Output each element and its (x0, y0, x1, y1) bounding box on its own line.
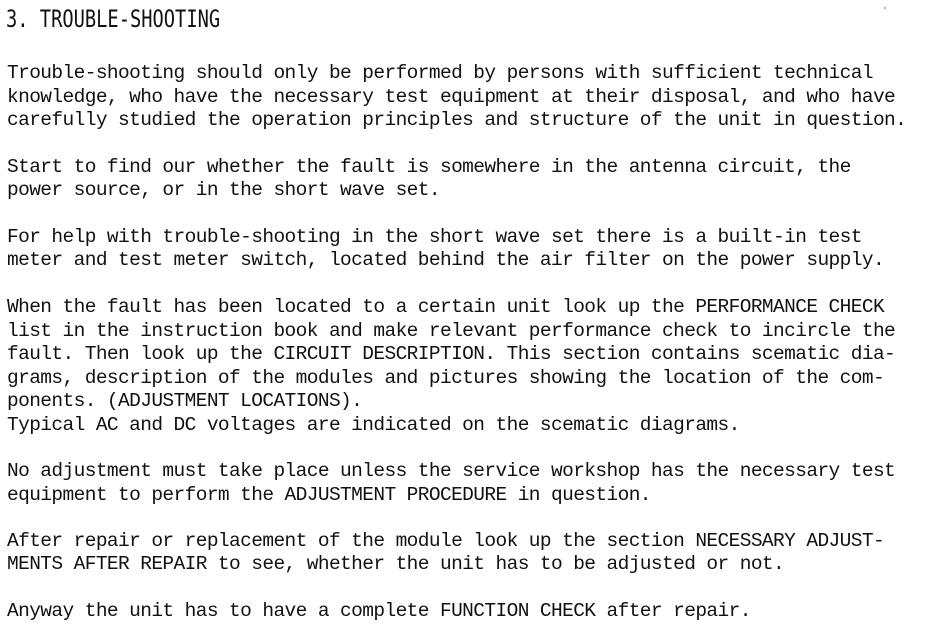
text-line: Start to find our whether the fault is somewhere in the antenna circuit, the (7, 156, 851, 178)
section-title: 3. TROUBLE-SHOOTING (6, 5, 221, 33)
text-line: meter and test meter switch, located behind the air filter on the power supply. (7, 249, 885, 271)
text-line: fault. Then look up the CIRCUIT DESCRIPTION. This section contains scematic dia- (7, 343, 896, 365)
text-line: Trouble-shooting should only be performed by persons with sufficient technical (7, 62, 873, 84)
text-line: grams, description of the modules and pictures showing the location of the com- (7, 367, 885, 389)
text-line: carefully studied the operation principles and structure of the unit in question. (7, 109, 907, 131)
text-line: When the fault has been located to a certain unit look up the PERFORMANCE CHECK (7, 296, 885, 318)
text-line: MENTS AFTER REPAIR to see, whether the unit has to be adjusted or not. (7, 553, 785, 575)
text-line: knowledge, who have the necessary test equipment at their disposal, and who have (7, 86, 896, 108)
text-line: No adjustment must take place unless the service workshop has the necessary test (7, 460, 896, 482)
text-line: list in the instruction book and make relevant performance check to incircle the (7, 320, 896, 342)
text-line: ponents. (ADJUSTMENT LOCATIONS). (7, 390, 363, 412)
text-line: Anyway the unit has to have a complete FUNCTION CHECK after repair. (7, 600, 751, 622)
text-line: equipment to perform the ADJUSTMENT PROCEDURE in question. (7, 484, 651, 506)
text-line: Typical AC and DC voltages are indicated on the scematic diagrams. (7, 414, 740, 436)
text-line: For help with trouble-shooting in the short wave set there is a built-in test (7, 226, 862, 248)
scan-speck (884, 7, 886, 9)
text-line: After repair or replacement of the module look up the section NECESSARY ADJUST- (7, 530, 885, 552)
text-line: power source, or in the short wave set. (7, 179, 440, 201)
